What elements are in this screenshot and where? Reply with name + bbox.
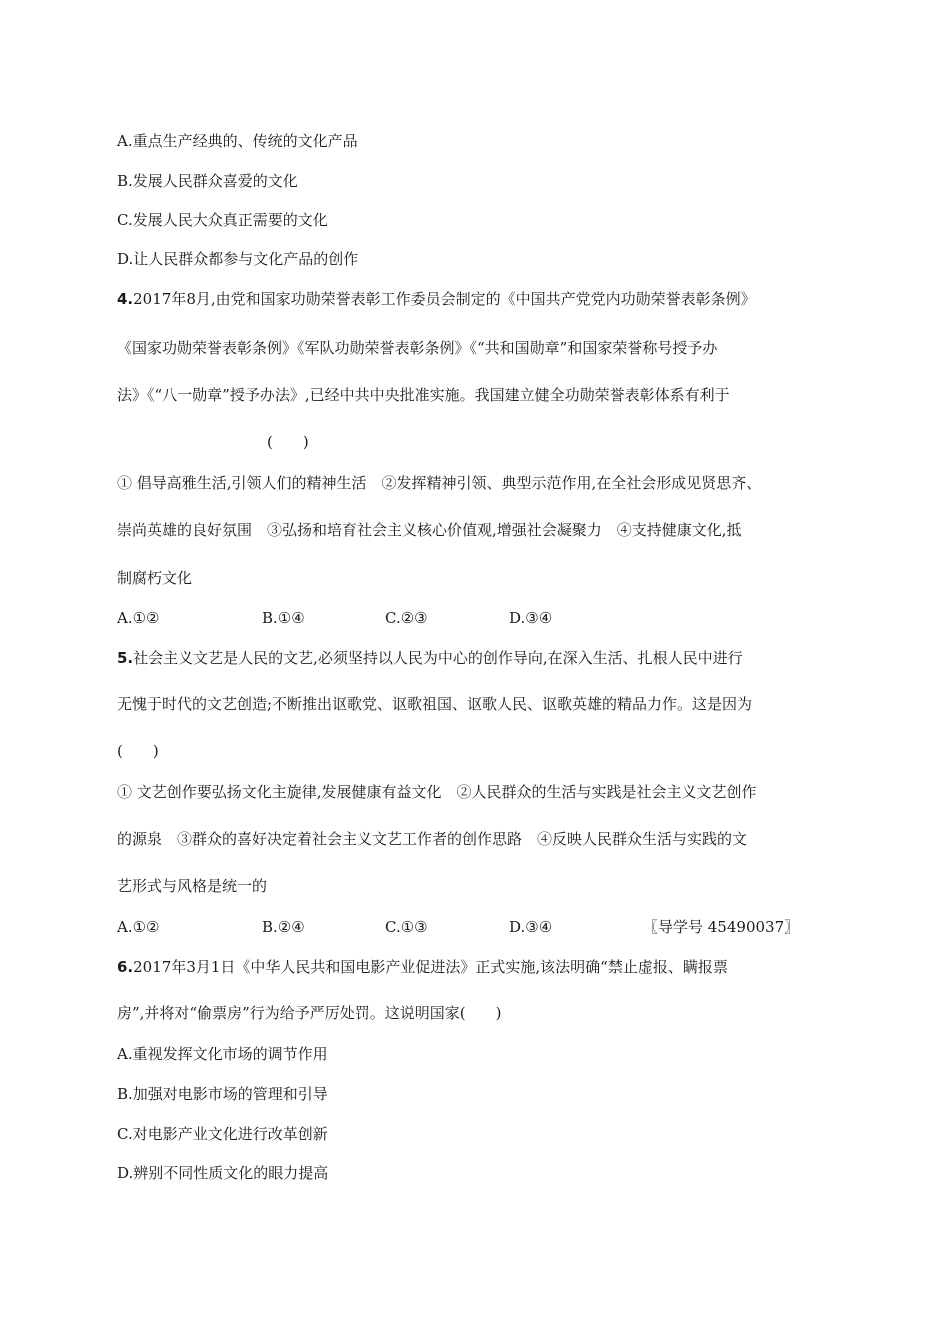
q5-option-b: B.②④ xyxy=(262,918,305,936)
q6-option-a: A.重视发挥文化市场的调节作用 xyxy=(117,1045,328,1063)
q4-number: 4. xyxy=(117,290,134,308)
q6-stem-line-1 xyxy=(117,957,728,977)
q4-stem-line-2: 《国家功勋荣誉表彰条例》《军队功勋荣誉表彰条例》《“共和国勋章”和国家荣誉称号授予办 xyxy=(117,339,718,357)
q4-option-d: D.③④ xyxy=(509,609,553,627)
q3-option-a: A.重点生产经典的、传统的文化产品 xyxy=(117,132,358,150)
q4-stem-line-3: 法》《“八一勋章”授予办法》,已经中共中央批准实施。我国建立健全功勋荣誉表彰体系有利于 xyxy=(117,386,730,404)
q5-statement-line-1: ① 文艺创作要弘扬文化主旋律,发展健康有益文化 ②人民群众的生活与实践是社会主义文艺创作 xyxy=(117,783,757,801)
q5-guide-number: 〖导学号 45490037〗 xyxy=(643,918,800,936)
q6-stem-line-2: 房”,并将对“偷票房”行为给予严厉处罚。这说明国家( ) xyxy=(117,1004,502,1022)
q5-option-d: D.③④ xyxy=(509,918,553,936)
q4-statement-line-3: 制腐朽文化 xyxy=(117,569,193,587)
q4-statement-line-1: ① 倡导高雅生活,引领人们的精神生活 ②发挥精神引领、典型示范作用,在全社会形成见贤思齐、 xyxy=(117,474,762,492)
q5-option-a: A.①② xyxy=(117,918,160,936)
q5-answer-blank: ( ) xyxy=(117,742,159,760)
q4-option-c: C.②③ xyxy=(385,609,428,627)
q4-option-a: A.①② xyxy=(117,609,160,627)
q6-number: 6. xyxy=(117,958,134,976)
q4-option-b: B.①④ xyxy=(262,609,305,627)
q5-statement-line-3: 艺形式与风格是统一的 xyxy=(117,877,268,895)
q5-statement-line-2: 的源泉 ③群众的喜好决定着社会主义文艺工作者的创作思路 ④反映人民群众生活与实践的文 xyxy=(117,830,748,848)
q6-stem-text-1: 2017年3月1日《中华人民共和国电影产业促进法》正式实施,该法明确“禁止虚报、瞒报票 xyxy=(133,958,728,976)
q5-option-c: C.①③ xyxy=(385,918,428,936)
q4-stem-line-1 xyxy=(117,289,756,309)
q3-option-b: B.发展人民群众喜爱的文化 xyxy=(117,172,298,190)
q4-statement-line-2: 崇尚英雄的良好氛围 ③弘扬和培育社会主义核心价值观,增强社会凝聚力 ④支持健康文化,抵 xyxy=(117,521,742,539)
q3-option-d: D.让人民群众都参与文化产品的创作 xyxy=(117,250,359,268)
q5-stem-line-1 xyxy=(117,648,743,668)
q3-option-c: C.发展人民大众真正需要的文化 xyxy=(117,211,328,229)
q4-stem-text-1: 2017年8月,由党和国家功勋荣誉表彰工作委员会制定的《中国共产党党内功勋荣誉表彰条例》 xyxy=(133,290,756,308)
q6-option-d: D.辨别不同性质文化的眼力提高 xyxy=(117,1164,329,1182)
q5-number: 5. xyxy=(117,649,134,667)
q5-stem-text-1: 社会主义文艺是人民的文艺,必须坚持以人民为中心的创作导向,在深入生活、扎根人民中进行 xyxy=(133,649,743,667)
q6-option-c: C.对电影产业文化进行改革创新 xyxy=(117,1125,328,1143)
q5-stem-line-2: 无愧于时代的文艺创造;不断推出讴歌党、讴歌祖国、讴歌人民、讴歌英雄的精品力作。这是因为 xyxy=(117,695,753,713)
q6-option-b: B.加强对电影市场的管理和引导 xyxy=(117,1085,328,1103)
q4-answer-blank: ( ) xyxy=(267,433,309,451)
